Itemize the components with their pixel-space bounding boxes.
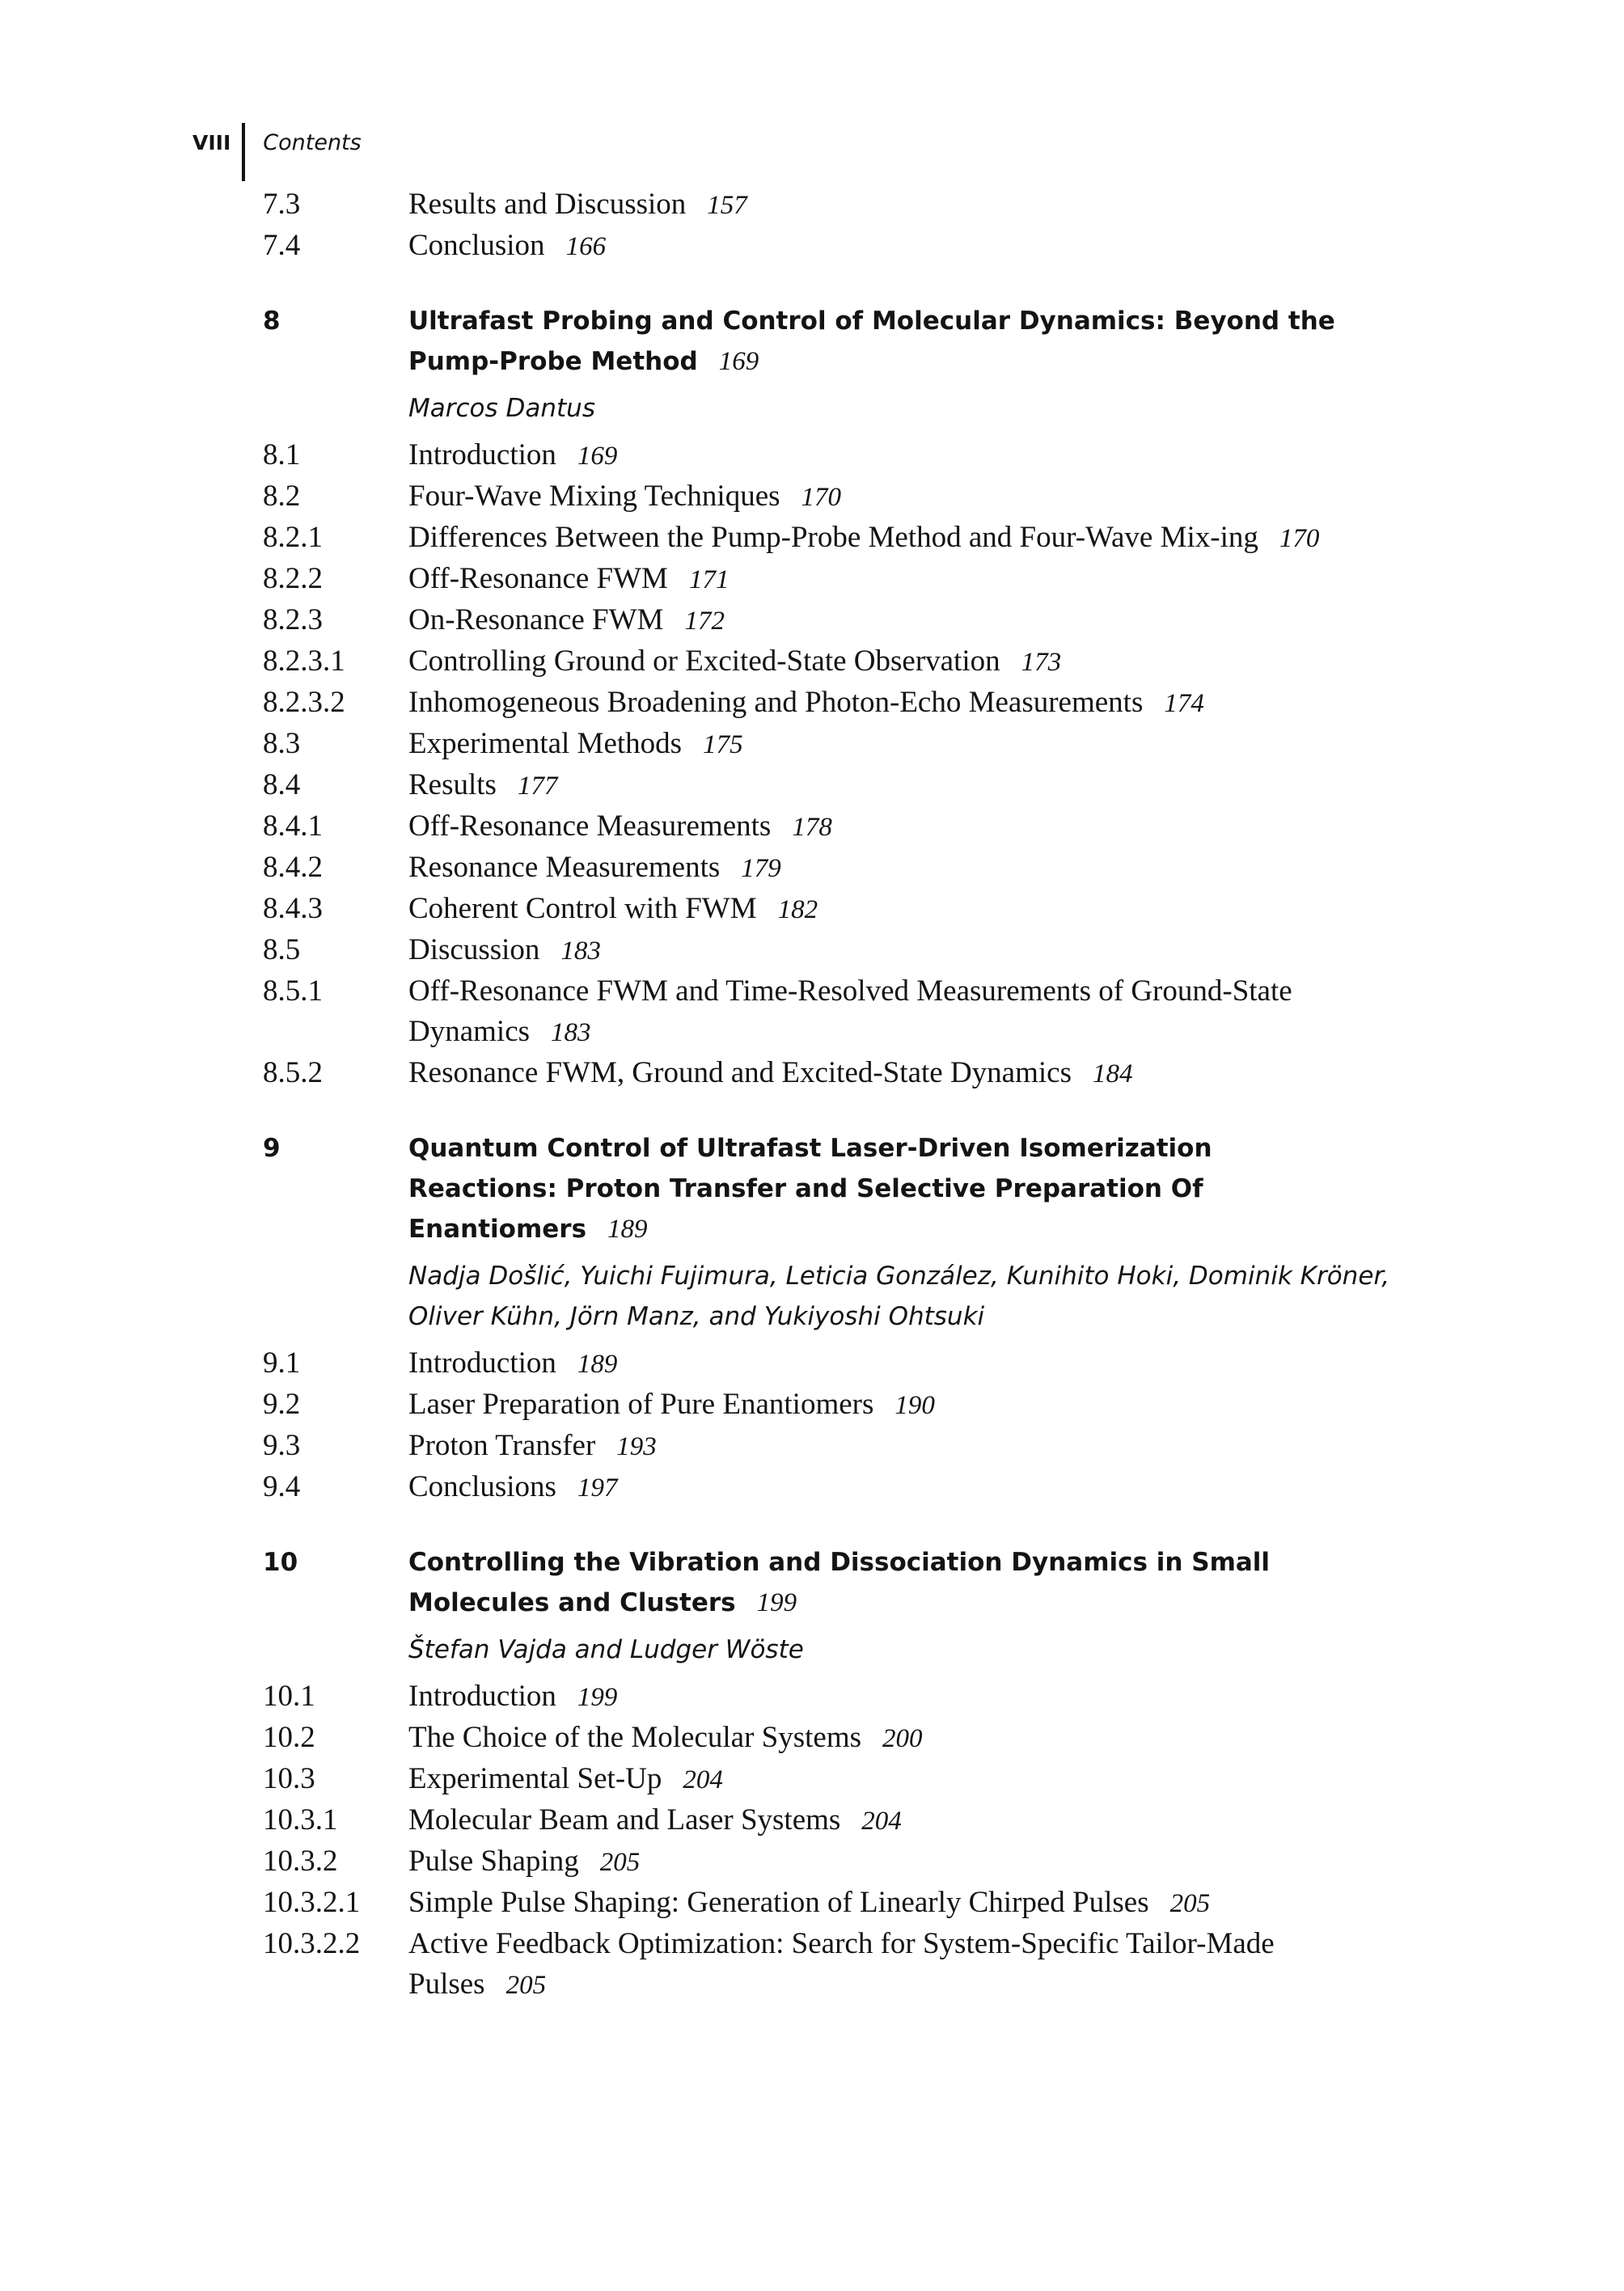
page-reference: 179 xyxy=(741,854,781,883)
section-number: 8.3 xyxy=(263,727,301,760)
table-of-contents xyxy=(263,184,1395,2006)
section-title: Discussion xyxy=(408,933,540,966)
page-reference: 199 xyxy=(756,1588,797,1617)
chapter-number: 9 xyxy=(263,1134,281,1163)
section-entry xyxy=(263,1759,1395,1800)
section-number: 8.5 xyxy=(263,933,301,966)
chapter-title: Controlling the Vibration and Dissociation Dynamics in Small Molecules and Clusters xyxy=(408,1548,1271,1617)
section-title: Resonance Measurements xyxy=(408,851,721,884)
chapter-authors xyxy=(263,1249,1395,1343)
section-title: Controlling Ground or Excited-State Observation xyxy=(408,645,1000,678)
section-number: 10.3.2 xyxy=(263,1845,338,1878)
section-entry xyxy=(263,1426,1395,1467)
section-number: 8.2.3 xyxy=(263,603,323,636)
page-reference: 200 xyxy=(882,1724,923,1753)
section-number: 10.1 xyxy=(263,1680,315,1713)
page-reference: 166 xyxy=(565,232,607,261)
section-number: 8.4 xyxy=(263,768,301,801)
section-title: Off-Resonance FWM xyxy=(408,562,668,595)
page-number: VIII xyxy=(192,131,231,154)
section-number: 10.3.2.1 xyxy=(263,1886,361,1919)
author-names: Štefan Vajda and Ludger Wöste xyxy=(408,1635,804,1664)
chapter-title: Ultrafast Probing and Control of Molecular Dynamics: Beyond the Pump-Probe Method xyxy=(408,306,1335,376)
page-reference: 170 xyxy=(1279,524,1320,553)
section-entry xyxy=(263,1053,1395,1094)
section-number: 8.2.1 xyxy=(263,521,323,554)
section-title: Off-Resonance FWM and Time-Resolved Measurements of Ground-State Dynamics xyxy=(408,974,1292,1048)
section-number: 9.4 xyxy=(263,1470,301,1503)
section-number: 9.1 xyxy=(263,1346,301,1380)
page-reference: 193 xyxy=(616,1432,657,1461)
section-title: Inhomogeneous Broadening and Photon-Echo Measurements xyxy=(408,686,1144,719)
section-entry xyxy=(263,1800,1395,1841)
section-title: Simple Pulse Shaping: Generation of Linearly Chirped Pulses xyxy=(408,1886,1149,1919)
section-title: Conclusion xyxy=(408,229,545,262)
section-entry xyxy=(263,1883,1395,1924)
page-reference: 182 xyxy=(777,895,818,924)
section-entry xyxy=(263,641,1395,683)
author-names: Nadja Došlić, Yuichi Fujimura, Leticia González, Kunihito Hoki, Dominik Kröner, Oliver Kühn, Jörn Manz, and Yukiyoshi Ohtsuki xyxy=(408,1262,1390,1331)
running-title: Contents xyxy=(263,130,362,155)
section-number: 10.3.2.2 xyxy=(263,1927,361,1960)
section-title: The Choice of the Molecular Systems xyxy=(408,1721,862,1754)
section-title: Coherent Control with FWM xyxy=(408,892,757,925)
page-reference: 169 xyxy=(577,442,618,471)
section-number: 10.2 xyxy=(263,1721,315,1754)
page-reference: 183 xyxy=(560,936,601,966)
page-reference: 205 xyxy=(505,1971,547,2000)
section-entry xyxy=(263,1384,1395,1426)
section-title: Proton Transfer xyxy=(408,1429,596,1462)
page-reference: 172 xyxy=(684,607,725,636)
section-title: Conclusions xyxy=(408,1470,556,1503)
section-title: Experimental Methods xyxy=(408,727,683,760)
section-title: Pulse Shaping xyxy=(408,1845,579,1878)
section-title: Active Feedback Optimization: Search for System-Specific Tailor-Made Pulses xyxy=(408,1927,1275,2001)
section-entry xyxy=(263,724,1395,765)
chapter-number: 8 xyxy=(263,306,281,336)
section-title: Four-Wave Mixing Techniques xyxy=(408,480,780,513)
section-title: Introduction xyxy=(408,1680,556,1713)
section-number: 10.3 xyxy=(263,1762,315,1795)
section-title: Results xyxy=(408,768,497,801)
section-entry xyxy=(263,184,1395,226)
chapter-entry xyxy=(263,1128,1395,1249)
section-title: Experimental Set-Up xyxy=(408,1762,662,1795)
page-reference: 183 xyxy=(551,1018,591,1047)
page-reference: 189 xyxy=(607,1215,648,1244)
page-reference: 205 xyxy=(599,1848,641,1877)
section-entry xyxy=(263,971,1395,1053)
section-entry xyxy=(263,518,1395,559)
section-number: 8.2.3.2 xyxy=(263,686,345,719)
page-reference: 204 xyxy=(861,1807,902,1836)
section-entry xyxy=(263,1676,1395,1718)
page-reference: 171 xyxy=(688,565,730,594)
section-entry xyxy=(263,683,1395,724)
page-reference: 174 xyxy=(1164,689,1204,718)
section-number: 8.4.3 xyxy=(263,892,323,925)
section-number: 8.5.1 xyxy=(263,974,323,1008)
section-number: 8.4.2 xyxy=(263,851,323,884)
section-entry xyxy=(263,476,1395,518)
page-header xyxy=(192,123,362,184)
page-reference: 197 xyxy=(577,1473,618,1503)
chapter-number: 10 xyxy=(263,1548,298,1577)
section-number: 9.2 xyxy=(263,1388,301,1421)
section-entry xyxy=(263,559,1395,600)
section-number: 9.3 xyxy=(263,1429,301,1462)
chapter-entry xyxy=(263,301,1395,382)
section-entry xyxy=(263,806,1395,848)
section-title: Resonance FWM, Ground and Excited-State Dynamics xyxy=(408,1056,1072,1089)
section-entry xyxy=(263,848,1395,889)
page-reference: 190 xyxy=(894,1391,935,1420)
section-entry xyxy=(263,1467,1395,1508)
page-reference: 157 xyxy=(707,191,747,220)
section-entry xyxy=(263,1343,1395,1384)
section-title: Results and Discussion xyxy=(408,188,687,221)
page-reference: 177 xyxy=(517,771,558,801)
section-number: 10.3.1 xyxy=(263,1803,338,1837)
section-entry xyxy=(263,889,1395,930)
section-title: Off-Resonance Measurements xyxy=(408,809,772,843)
author-names: Marcos Dantus xyxy=(408,394,595,423)
page-reference: 169 xyxy=(718,347,759,376)
section-number: 8.2 xyxy=(263,480,301,513)
section-title: Introduction xyxy=(408,438,556,471)
section-entry xyxy=(263,1718,1395,1759)
section-title: Molecular Beam and Laser Systems xyxy=(408,1803,841,1837)
header-rule xyxy=(242,123,245,181)
page-reference: 205 xyxy=(1169,1889,1211,1918)
page-reference: 204 xyxy=(683,1765,723,1794)
section-title: Introduction xyxy=(408,1346,556,1380)
section-entry xyxy=(263,930,1395,971)
section-title: Differences Between the Pump-Probe Method and Four-Wave Mix-ing xyxy=(408,521,1258,554)
section-entry xyxy=(263,1841,1395,1883)
chapter-entry xyxy=(263,1542,1395,1623)
section-number: 7.3 xyxy=(263,188,301,221)
chapter-title: Quantum Control of Ultrafast Laser-Driven Isomerization Reactions: Proton Transfer and Selective Preparation Of Enantiomers xyxy=(408,1134,1212,1244)
section-entry xyxy=(263,226,1395,267)
page-reference: 173 xyxy=(1021,648,1062,677)
section-number: 8.1 xyxy=(263,438,301,471)
section-entry xyxy=(263,1924,1395,2006)
page-reference: 175 xyxy=(703,730,743,759)
page-reference: 170 xyxy=(801,483,842,512)
page-reference: 189 xyxy=(577,1350,618,1379)
section-entry xyxy=(263,435,1395,476)
section-number: 8.2.3.1 xyxy=(263,645,345,678)
page-reference: 178 xyxy=(792,813,832,842)
chapter-authors xyxy=(263,382,1395,435)
section-number: 8.4.1 xyxy=(263,809,323,843)
section-title: On-Resonance FWM xyxy=(408,603,664,636)
page-reference: 199 xyxy=(577,1683,618,1712)
section-number: 8.5.2 xyxy=(263,1056,323,1089)
section-entry xyxy=(263,765,1395,806)
section-title: Laser Preparation of Pure Enantiomers xyxy=(408,1388,874,1421)
chapter-authors xyxy=(263,1623,1395,1676)
section-number: 7.4 xyxy=(263,229,301,262)
section-entry xyxy=(263,600,1395,641)
section-number: 8.2.2 xyxy=(263,562,323,595)
page-reference: 184 xyxy=(1092,1059,1133,1088)
